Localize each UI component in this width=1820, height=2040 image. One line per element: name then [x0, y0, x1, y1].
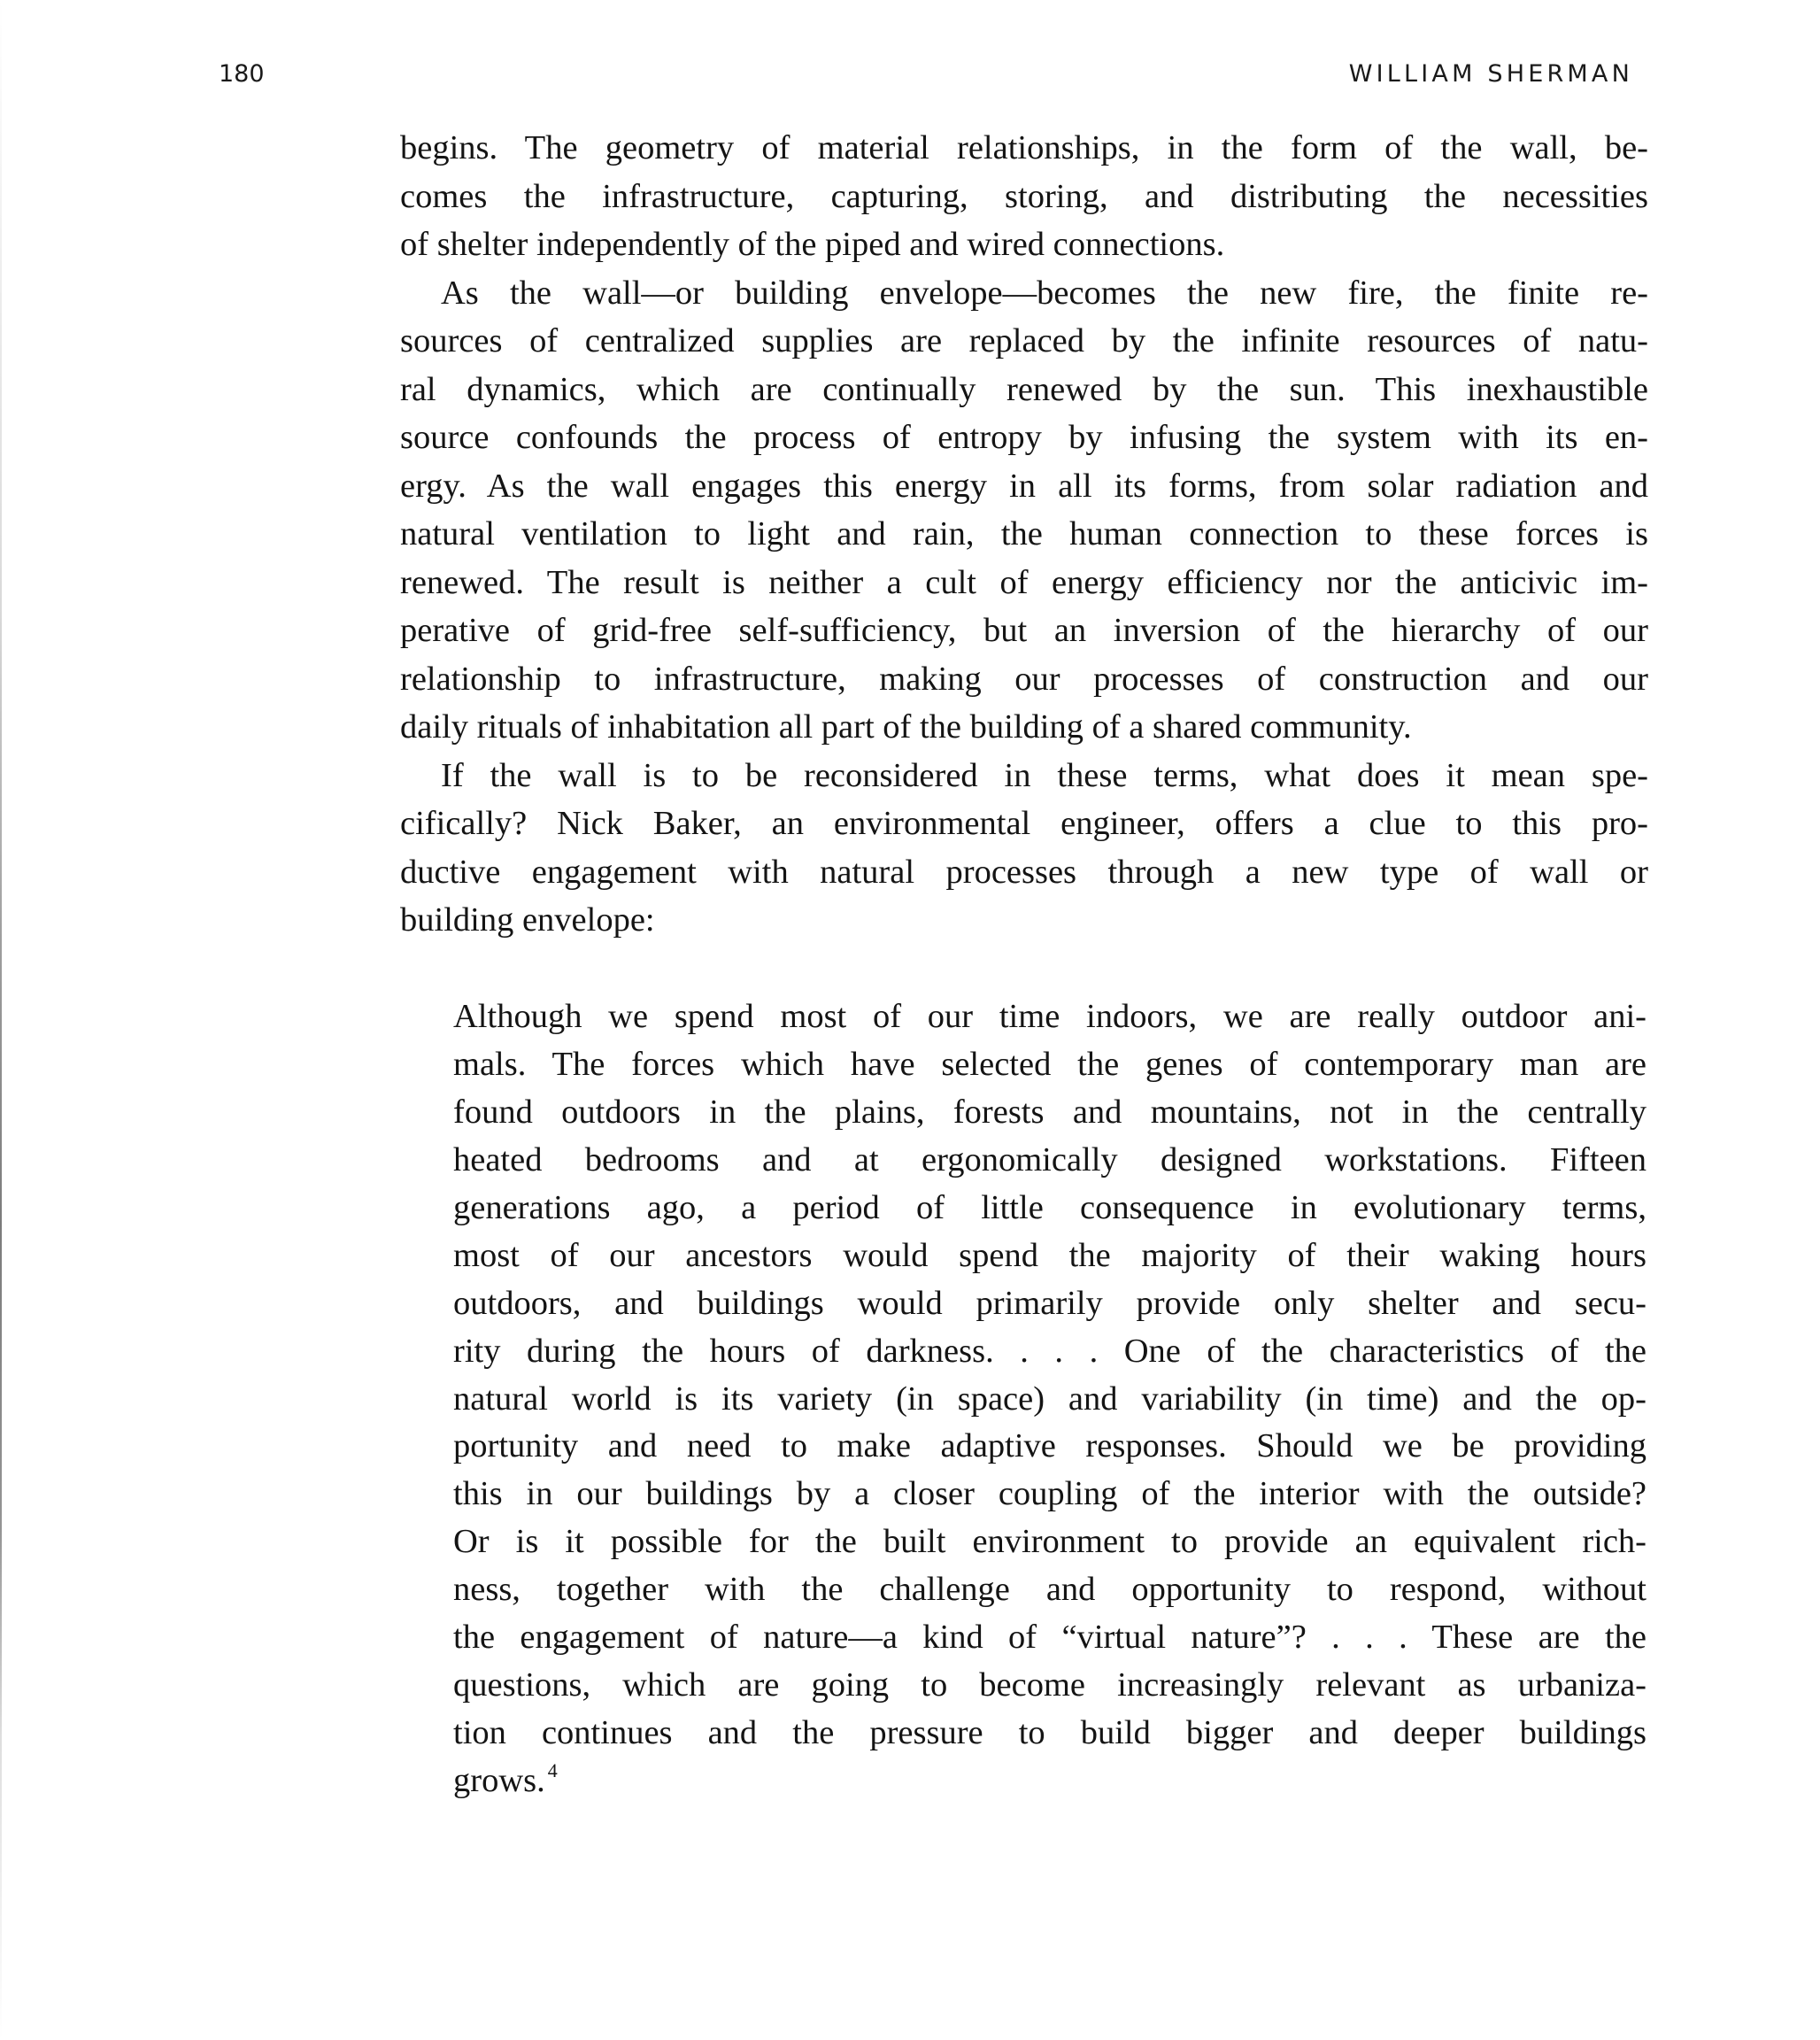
body-line: renewed. The result is neither a cult of energy efficiency nor the anticivic im-: [400, 563, 1648, 601]
body-line: comes the infrastructure, capturing, storing, and distributing the necessities: [400, 177, 1648, 215]
quote-line: portunity and need to make adaptive responses. Should we be providing: [453, 1427, 1646, 1465]
quote-line: mals. The forces which have selected the genes of contemporary man are: [453, 1045, 1646, 1083]
quote-last-line: [453, 1758, 1646, 1805]
body-line: ductive engagement with natural processes through a new type of wall or: [400, 853, 1648, 891]
body-line: perative of grid-free self-sufficiency, but an inversion of the hierarchy of our: [400, 612, 1648, 649]
body-line: sources of centralized supplies are replaced by the infinite resources of natu-: [400, 322, 1648, 359]
quote-line: questions, which are going to become increasingly relevant as urbaniza-: [453, 1666, 1646, 1704]
quote-line: Although we spend most of our time indoors, we are really outdoor ani-: [453, 998, 1646, 1035]
quote-line: ness, together with the challenge and opportunity to respond, without: [453, 1571, 1646, 1609]
block-quote: [453, 993, 1646, 1805]
body-line: of shelter independently of the piped and wired connections.: [400, 226, 1225, 263]
author-running-head: WILLIAM SHERMAN: [1348, 60, 1633, 88]
quote-line: the engagement of nature—a kind of “virtual nature”? . . . These are the: [453, 1619, 1646, 1657]
scan-edge-shadow: [0, 0, 2, 2040]
quote-line: this in our buildings by a closer coupling of the interior with the outside?: [453, 1475, 1646, 1513]
quote-line: natural world is its variety (in space) and variability (in time) and the op-: [453, 1379, 1646, 1418]
page-number: 180: [219, 60, 265, 88]
quote-line: tion continues and the pressure to build bigger and deeper buildings: [453, 1714, 1646, 1752]
body-line: daily rituals of inhabitation all part of the building of a shared community.: [400, 708, 1412, 746]
quote-line: heated bedrooms and at ergonomically designed workstations. Fifteen: [453, 1140, 1646, 1178]
body-line: relationship to infrastructure, making our processes of construction and our: [400, 660, 1648, 698]
running-head: [219, 57, 1635, 92]
body-line: ral dynamics, which are continually renewed by the sun. This inexhaustible: [400, 370, 1648, 408]
quote-line: generations ago, a period of little consequence in evolutionary terms,: [453, 1188, 1646, 1226]
body-line: natural ventilation to light and rain, the human connection to these forces is: [400, 515, 1648, 552]
body-line: source confounds the process of entropy by infusing the system with its en-: [400, 419, 1648, 456]
body-line: cifically? Nick Baker, an environmental engineer, offers a clue to this pro-: [400, 805, 1648, 842]
body-line: ergy. As the wall engages this energy in all its forms, from solar radiation and: [400, 467, 1648, 505]
quote-line: outdoors, and buildings would primarily provide only shelter and secu-: [453, 1284, 1646, 1322]
body-line: If the wall is to be reconsidered in these terms, what does it mean spe-: [441, 756, 1648, 794]
quote-line: Or is it possible for the built environment to provide an equivalent rich-: [453, 1523, 1646, 1561]
body-line: As the wall—or building envelope—becomes the new fire, the finite re-: [441, 274, 1648, 312]
body-line: building envelope:: [400, 901, 655, 939]
quote-line: rity during the hours of darkness. . . . One of the characteristics of the: [453, 1332, 1646, 1370]
footnote-reference[interactable]: 4: [547, 1759, 558, 1781]
quote-line: found outdoors in the plains, forests and mountains, not in the centrally: [453, 1093, 1646, 1131]
quote-line: most of our ancestors would spend the majority of their waking hours: [453, 1236, 1646, 1274]
quote-line-text: grows.: [453, 1762, 545, 1799]
body-text: [400, 124, 1648, 945]
body-line: begins. The geometry of material relationships, in the form of the wall, be-: [400, 129, 1648, 166]
